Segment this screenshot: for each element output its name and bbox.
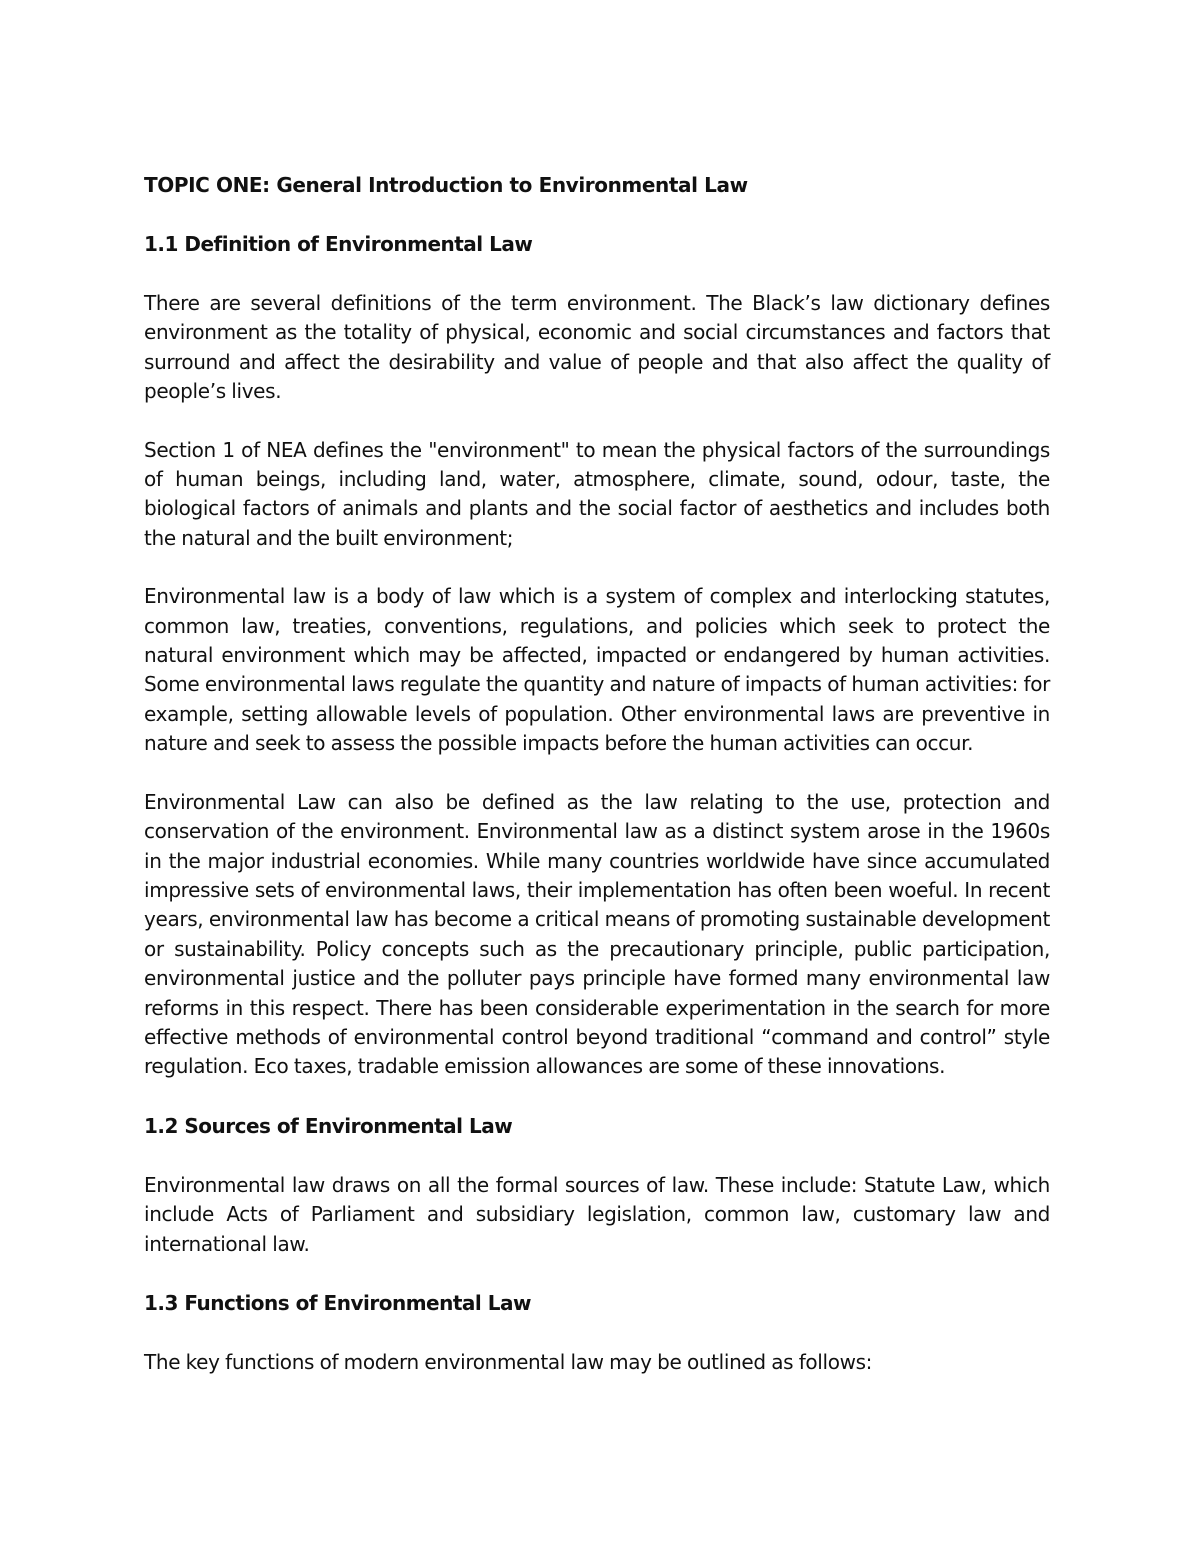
paragraph: The key functions of modern environmental law may be outlined as follows:: [144, 1349, 873, 1374]
paragraph: Section 1 of NEA defines the "environment" to mean the physical factors of the surroundings of human beings, including land, water, atmosphere, climate, sound, odour, taste, the biological factors of animals and plants and the social factor of aesthetics and includes both the natural and the built environment;: [144, 437, 1050, 550]
topic-title: TOPIC ONE: General Introduction to Environmental Law: [144, 173, 748, 197]
section-heading-definition: 1.1 Definition of Environmental Law: [144, 232, 533, 256]
document-page: [144, 170, 1050, 1406]
section-heading-functions: 1.3 Functions of Environmental Law: [144, 1290, 531, 1315]
section-heading-sources: 1.2 Sources of Environmental Law: [144, 1113, 513, 1138]
paragraph: Environmental law is a body of law which is a system of complex and interlocking statutes, common law, treaties, conventions, regulations, and policies which seek to protect the natural environment which may be affected, impacted or endangered by human activities. Some environmental laws regulate the quantity and nature of impacts of human activities: for example, setting allowable levels of population. Other environmental laws are preventive in nature and seek to assess the possible impacts before the human activities can occur.: [144, 584, 1050, 756]
paragraph: Environmental law draws on all the formal sources of law. These include: Statute Law, which include Acts of Parliament and subsidiary legislation, common law, customary law and international law.: [144, 1172, 1050, 1256]
paragraph: Environmental Law can also be defined as the law relating to the use, protection and conservation of the environment. Environmental law as a distinct system arose in the 1960s in the major industrial economies. While many countries worldwide have since accumulated impressive sets of environmental laws, their implementation has often been woeful. In recent years, environmental law has become a critical means of promoting sustainable development or sustainability. Policy concepts such as the precautionary principle, public participation, environmental justice and the polluter pays principle have formed many environmental law reforms in this respect. There has been considerable experimentation in the search for more effective methods of environmental control beyond traditional “command and control” style regulation. Eco taxes, tradable emission allowances are some of these innovations.: [144, 789, 1050, 1079]
paragraph: There are several definitions of the term environment. The Black’s law dictionary defines environment as the totality of physical, economic and social circumstances and factors that surround and affect the desirability and value of people and that also affect the quality of people’s lives.: [144, 291, 1050, 404]
